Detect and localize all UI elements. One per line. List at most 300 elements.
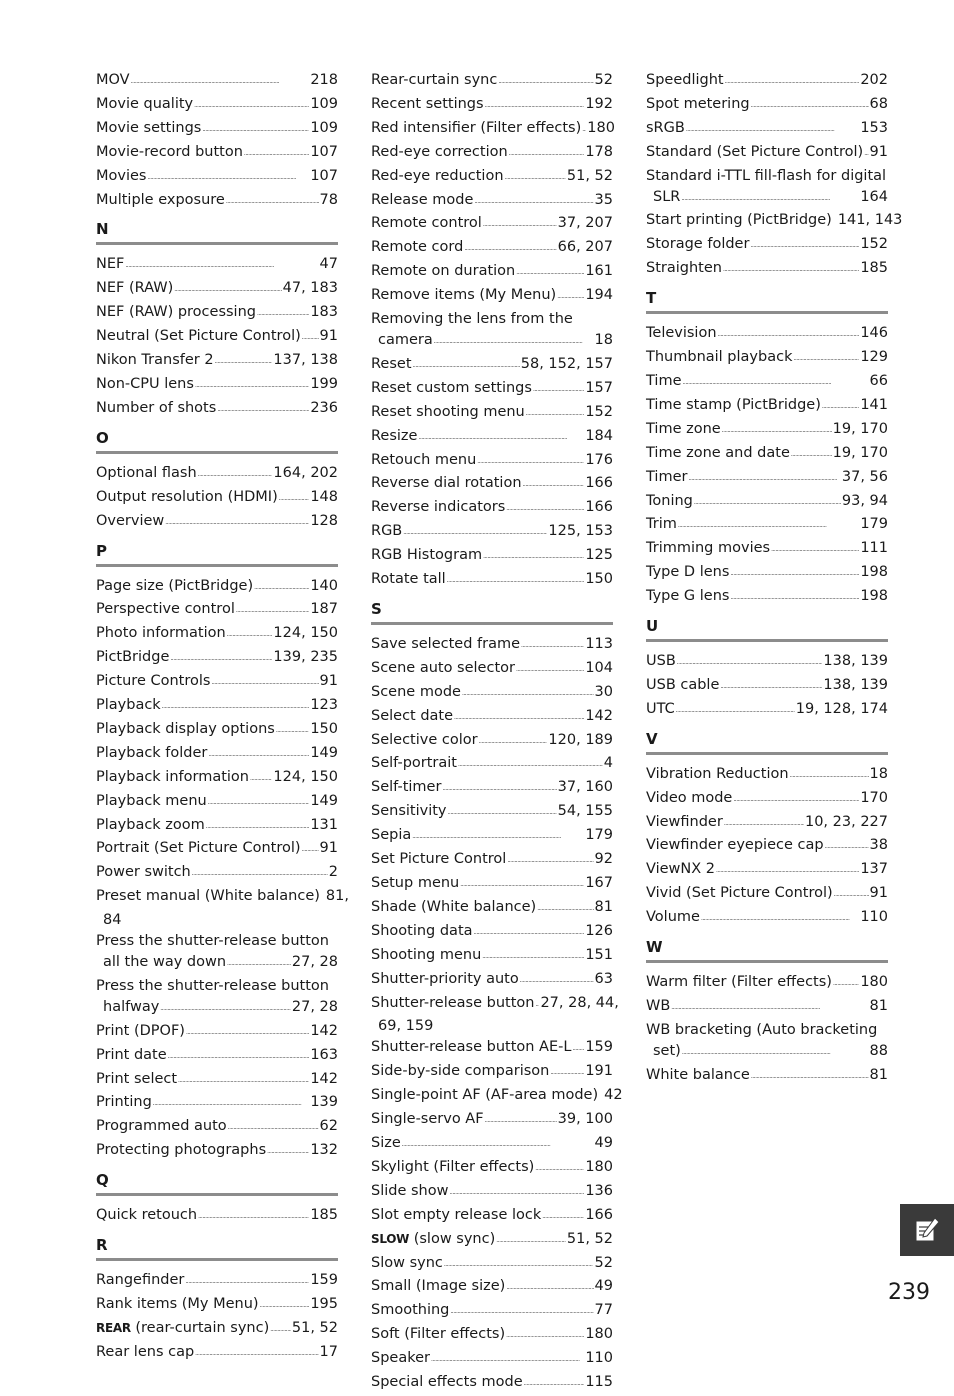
dot-leader: [236, 598, 309, 622]
index-term-text: (rear-curtain sync): [130, 1319, 270, 1336]
index-term: Single-point AF (AF-area mode): [371, 1087, 599, 1104]
index-pages: 66: [869, 372, 888, 389]
dot-leader: [688, 466, 840, 490]
index-entry: [371, 969, 613, 993]
index-term: Video mode: [646, 789, 733, 806]
index-entry: [371, 237, 613, 261]
index-entry: [371, 330, 613, 354]
dot-leader: [730, 561, 859, 585]
index-entry: [371, 1253, 613, 1277]
index-term: Type G lens: [646, 588, 730, 605]
dot-leader: [302, 837, 319, 861]
index-pages: 152: [860, 236, 888, 253]
index-pages: 62: [319, 1118, 338, 1135]
index-pages: 19, 170: [832, 444, 888, 461]
section-heading-r: R: [96, 1229, 338, 1261]
dot-leader: [701, 906, 859, 930]
index-term: 69, 159: [378, 1018, 434, 1035]
index-pages: 180: [585, 1158, 613, 1175]
index-pages: 128: [310, 512, 338, 529]
index-term: Vibration Reduction: [646, 765, 789, 782]
index-term: Select date: [371, 707, 454, 724]
index-entry: [646, 883, 888, 907]
index-pages: 192: [585, 95, 613, 112]
index-term: Press the shutter-release button: [96, 933, 329, 950]
index-pages: 170: [860, 789, 888, 806]
index-term: Overview: [96, 512, 165, 529]
index-entry: [646, 210, 903, 234]
dot-leader: [516, 260, 584, 284]
index-term: Remote on duration: [371, 263, 516, 280]
index-entry: [646, 788, 888, 812]
index-term: Multiple exposure: [96, 191, 225, 208]
index-term: Reset custom settings: [371, 379, 532, 396]
index-term: Removing the lens from the: [371, 311, 573, 328]
pencil-note-icon: [913, 1216, 941, 1244]
dot-leader: [464, 236, 556, 260]
index-pages: 141, 143: [837, 212, 903, 229]
index-term: Sepia: [371, 827, 412, 844]
index-term: halfway: [103, 998, 160, 1015]
dot-leader: [483, 544, 584, 568]
index-term: Power switch: [96, 864, 191, 881]
index-pages: 47: [319, 256, 338, 273]
index-pages: 109: [310, 95, 338, 112]
flash-mode-label: SLOW: [371, 1231, 410, 1246]
index-pages: 167: [585, 875, 613, 891]
index-term: Time zone: [646, 420, 721, 437]
index-term: White balance: [646, 1066, 750, 1083]
index-entry: [646, 258, 888, 282]
dot-leader: [178, 1068, 309, 1092]
dot-leader: [195, 1341, 318, 1365]
index-entry: [371, 521, 613, 545]
index-pages: 19, 128, 174: [795, 700, 888, 717]
index-term: Movies: [96, 167, 147, 184]
dot-leader: [279, 486, 310, 510]
index-pages: 88: [869, 1042, 888, 1059]
index-pages: 91: [319, 328, 338, 345]
index-term: Movie settings: [96, 119, 202, 136]
index-entry: [646, 835, 888, 859]
index-term: Setup menu: [371, 875, 460, 891]
index-pages: 37, 160: [557, 779, 613, 796]
index-pages: 125: [585, 547, 613, 564]
index-pages: 78: [319, 191, 338, 208]
index-entry: [96, 910, 338, 931]
index-entry: [371, 166, 613, 190]
index-term: Soft (Filter effects): [371, 1326, 506, 1343]
dot-leader: [509, 141, 585, 165]
dot-leader: [454, 705, 584, 729]
index-term: Type D lens: [646, 564, 730, 581]
index-term: [371, 1229, 495, 1250]
index-entry: [96, 254, 338, 278]
index-pages: 37, 56: [841, 468, 888, 485]
dot-leader: [496, 1228, 566, 1252]
index-term: Neutral (Set Picture Control): [96, 328, 301, 345]
index-pages: 185: [860, 260, 888, 277]
index-pages: 153: [860, 119, 888, 136]
index-term: set): [653, 1042, 681, 1059]
index-entry: [371, 1085, 623, 1109]
index-pages: 159: [585, 1039, 613, 1056]
dot-leader: [260, 1293, 310, 1317]
index-term: Reverse indicators: [371, 499, 506, 516]
dot-leader: [442, 776, 556, 800]
index-entry: [371, 1276, 613, 1300]
dot-leader: [170, 646, 272, 670]
index-entry: [371, 285, 613, 309]
index-pages: 157: [585, 379, 613, 396]
index-pages: 140: [310, 577, 338, 594]
index-term: Trim: [646, 516, 677, 533]
index-pages: 81,: [325, 888, 349, 905]
index-term: Quick retouch: [96, 1207, 198, 1224]
dot-leader: [198, 1204, 309, 1228]
index-entry: [646, 94, 888, 118]
index-pages: 110: [860, 909, 888, 926]
index-entry: [371, 658, 613, 682]
dot-leader: [535, 992, 539, 1016]
index-term: Movie-record button: [96, 143, 243, 160]
dot-leader: [477, 449, 584, 473]
dot-leader: [516, 657, 584, 681]
index-term: sRGB: [646, 119, 685, 136]
dot-leader: [482, 944, 584, 968]
index-term: Television: [646, 325, 717, 342]
index-entry: [371, 309, 613, 330]
section-heading-q: Q: [96, 1164, 338, 1196]
dot-leader: [195, 373, 309, 397]
index-pages: 92: [594, 851, 613, 868]
index-term: Thumbnail playback: [646, 349, 793, 366]
index-term: Preset manual (White balance): [96, 888, 320, 905]
index-entry: [646, 812, 888, 836]
index-term: Rear-curtain sync: [371, 72, 498, 88]
index-term: Playback: [96, 697, 161, 714]
index-entry: [371, 497, 613, 521]
index-pages: 111: [860, 540, 888, 557]
index-entry: [96, 166, 338, 190]
index-term: Speaker: [371, 1350, 430, 1367]
index-entry: [371, 473, 613, 497]
index-term: Playback display options: [96, 720, 275, 737]
index-term: Selective color: [371, 731, 478, 748]
index-term: Storage folder: [646, 236, 750, 253]
index-entry: [96, 278, 338, 302]
index-entry: [371, 825, 613, 849]
index-entry: [371, 378, 613, 402]
index-term: Red-eye correction: [371, 143, 508, 160]
index-term: Playback zoom: [96, 816, 205, 833]
index-entry: [371, 1300, 613, 1324]
index-term: NEF (RAW) processing: [96, 304, 256, 321]
index-entry: [96, 623, 338, 647]
index-term: Standard i-TTL fill-flash for digital: [646, 167, 887, 184]
dot-leader: [474, 920, 585, 944]
index-pages: 136: [585, 1182, 613, 1199]
index-pages: 2: [328, 864, 338, 881]
dot-leader: [822, 394, 859, 418]
dot-leader: [403, 520, 547, 544]
dot-leader: [434, 329, 594, 353]
index-entry: [371, 1324, 613, 1348]
index-term: Small (Image size): [371, 1278, 506, 1295]
dot-leader: [198, 462, 273, 486]
index-entry: [96, 719, 338, 743]
dot-leader: [537, 896, 593, 920]
dot-leader: [520, 968, 594, 992]
index-entry: [371, 921, 613, 945]
index-pages: 137: [860, 861, 888, 878]
index-pages: 27, 28: [291, 998, 338, 1015]
index-pages: 47, 183: [282, 280, 338, 297]
index-term: Rear lens cap: [96, 1343, 195, 1360]
index-pages: 4: [603, 755, 613, 772]
index-pages: 184: [585, 427, 613, 444]
index-entry: [96, 374, 338, 398]
index-entry: [371, 730, 613, 754]
index-pages: 138, 139: [823, 653, 888, 670]
dot-leader: [825, 834, 869, 858]
index-term: Smoothing: [371, 1302, 450, 1319]
index-entry: [96, 976, 338, 997]
dot-leader: [460, 872, 584, 896]
index-pages: 142: [585, 707, 613, 724]
index-entry: [371, 354, 613, 378]
index-pages: 149: [310, 744, 338, 761]
dot-leader: [185, 1269, 309, 1293]
index-term: Viewfinder: [646, 813, 723, 830]
index-term: Resize: [371, 427, 418, 444]
dot-leader: [302, 325, 319, 349]
index-entry: [96, 695, 338, 719]
dot-leader: [418, 425, 584, 449]
index-entry: [371, 682, 613, 706]
dot-leader: [681, 186, 859, 210]
index-pages: 176: [585, 451, 613, 468]
index-entry: [96, 576, 338, 600]
index-entry: [96, 931, 338, 952]
dot-leader: [250, 766, 272, 790]
index-entry: [96, 1140, 338, 1164]
dot-leader: [506, 1323, 584, 1347]
index-pages: 42: [604, 1087, 623, 1104]
index-entry: [96, 838, 338, 862]
index-entry: [646, 1065, 888, 1089]
index-pages: 10, 23, 227: [804, 813, 888, 830]
dot-leader: [206, 814, 310, 838]
index-pages: 132: [310, 1142, 338, 1159]
index-term-text: (slow sync): [409, 1230, 496, 1247]
dot-leader: [165, 510, 309, 534]
dot-leader: [572, 1036, 584, 1060]
index-entry: [371, 1205, 613, 1229]
index-entry: [646, 586, 888, 610]
index-pages: 202: [860, 72, 888, 88]
index-entry: [96, 743, 338, 767]
index-term: Rangefinder: [96, 1272, 185, 1289]
index-term: 84: [103, 912, 122, 929]
index-pages: 17: [319, 1343, 338, 1360]
index-pages: 148: [310, 488, 338, 505]
dot-leader: [186, 1020, 309, 1044]
index-pages: 49: [594, 1278, 613, 1295]
index-term: Nikon Transfer 2: [96, 352, 214, 369]
dot-leader: [694, 490, 841, 514]
dot-leader: [485, 93, 585, 117]
index-pages: 68: [869, 95, 888, 112]
dot-leader: [227, 622, 273, 646]
index-term: SLR: [653, 188, 681, 205]
index-entry: [96, 1342, 338, 1366]
index-term: UTC: [646, 700, 675, 717]
index-pages: 141: [860, 396, 888, 413]
index-pages: 104: [585, 659, 613, 676]
index-pages: 146: [860, 325, 888, 342]
index-entry: [96, 862, 338, 886]
dot-leader: [192, 861, 328, 885]
index-entry: [646, 395, 888, 419]
index-entry: [371, 873, 613, 897]
dot-leader: [147, 165, 309, 189]
dot-leader: [723, 257, 859, 281]
dot-leader: [678, 513, 859, 537]
index-entry: [646, 514, 888, 538]
dot-leader: [550, 1060, 584, 1084]
dot-leader: [215, 349, 273, 373]
index-entry: [371, 426, 613, 450]
index-term: Time zone and date: [646, 444, 790, 461]
index-term: Straighten: [646, 260, 722, 277]
index-pages: 161: [585, 263, 613, 280]
dot-leader: [483, 212, 557, 236]
dot-leader: [523, 472, 585, 496]
dot-leader: [485, 1108, 557, 1132]
index-pages: 27, 28, 44,: [540, 994, 619, 1011]
index-entry: [371, 849, 613, 873]
dot-leader: [751, 1064, 869, 1088]
index-pages: 58, 152, 157: [520, 355, 613, 372]
index-pages: 129: [860, 349, 888, 366]
index-term: Shutter-release button AE-L: [371, 1039, 572, 1056]
index-column-1: [96, 70, 349, 1366]
index-pages: 137, 138: [273, 352, 338, 369]
index-term: Skylight (Filter effects): [371, 1158, 535, 1175]
index-term: Recent settings: [371, 95, 484, 112]
index-entry: [96, 647, 338, 671]
index-column-3: [646, 70, 903, 1089]
index-entry: [96, 1021, 338, 1045]
index-pages: 81: [869, 998, 888, 1014]
index-pages: 81: [594, 898, 613, 915]
index-pages: 152: [585, 403, 613, 420]
index-term: Print date: [96, 1046, 167, 1063]
index-pages: 115: [585, 1374, 613, 1391]
index-pages: 166: [585, 499, 613, 516]
section-tab: [900, 1204, 954, 1256]
dot-leader: [479, 729, 548, 753]
dot-leader: [276, 718, 310, 742]
index-entry: [371, 1037, 613, 1061]
index-term: NEF (RAW): [96, 280, 174, 297]
index-entry: [371, 1061, 613, 1085]
index-entry: [371, 142, 613, 166]
index-term: Volume: [646, 909, 700, 926]
index-pages: 49: [594, 1134, 613, 1151]
index-term: [96, 1318, 269, 1339]
index-term: Rank items (My Menu): [96, 1295, 259, 1312]
index-entry: [96, 398, 338, 422]
page-number: 239: [888, 1280, 930, 1305]
index-column-2: [371, 70, 623, 1396]
index-entry: [646, 234, 888, 258]
index-pages: 150: [585, 571, 613, 588]
index-pages: 19, 170: [832, 420, 888, 437]
index-term: Sensitivity: [371, 803, 447, 820]
index-entry: [646, 562, 888, 586]
index-pages: 151: [585, 946, 613, 963]
index-term: Remote control: [371, 215, 482, 232]
index-pages: 150: [310, 720, 338, 737]
index-term: Standard (Set Picture Control): [646, 143, 864, 160]
dot-leader: [254, 575, 309, 599]
index-entry: [371, 94, 613, 118]
index-term: Retouch menu: [371, 451, 477, 468]
dot-leader: [226, 189, 319, 213]
index-entry: [96, 952, 338, 976]
index-pages: 113: [585, 635, 613, 652]
index-term: Red intensifier (Filter effects): [371, 119, 582, 136]
index-entry: [371, 1181, 613, 1205]
index-entry: [96, 487, 338, 511]
index-pages: 27, 28: [291, 954, 338, 970]
dot-leader: [505, 165, 566, 189]
index-pages: 30: [594, 683, 613, 700]
index-entry: [96, 671, 338, 695]
index-pages: 51, 52: [566, 167, 613, 184]
index-pages: 109: [310, 119, 338, 136]
index-pages: 131: [310, 816, 338, 833]
dot-leader: [244, 141, 309, 165]
index-pages: 107: [310, 167, 338, 184]
section-heading-n: N: [96, 213, 338, 245]
index-pages: 123: [310, 697, 338, 714]
index-entry: [96, 767, 338, 791]
section-heading-s: S: [371, 593, 613, 625]
index-term: Single-servo AF: [371, 1111, 484, 1128]
index-pages: 66, 207: [557, 239, 613, 256]
dot-leader: [834, 882, 869, 906]
index-entry: [646, 443, 888, 467]
index-pages: 142: [310, 1022, 338, 1039]
dot-leader: [686, 117, 859, 141]
index-term: Reset: [371, 355, 412, 372]
index-entry: [96, 1045, 338, 1069]
index-pages: 179: [860, 516, 888, 533]
index-entry: [371, 634, 613, 658]
dot-leader: [526, 401, 585, 425]
dot-leader: [521, 633, 584, 657]
index-term: WB bracketing (Auto bracketing: [646, 1021, 878, 1038]
index-pages: 124, 150: [273, 768, 338, 785]
index-term: Shooting data: [371, 922, 473, 939]
index-pages: 38: [869, 837, 888, 854]
dot-leader: [864, 141, 868, 165]
index-pages: 164: [860, 188, 888, 205]
index-entry: [96, 997, 338, 1021]
